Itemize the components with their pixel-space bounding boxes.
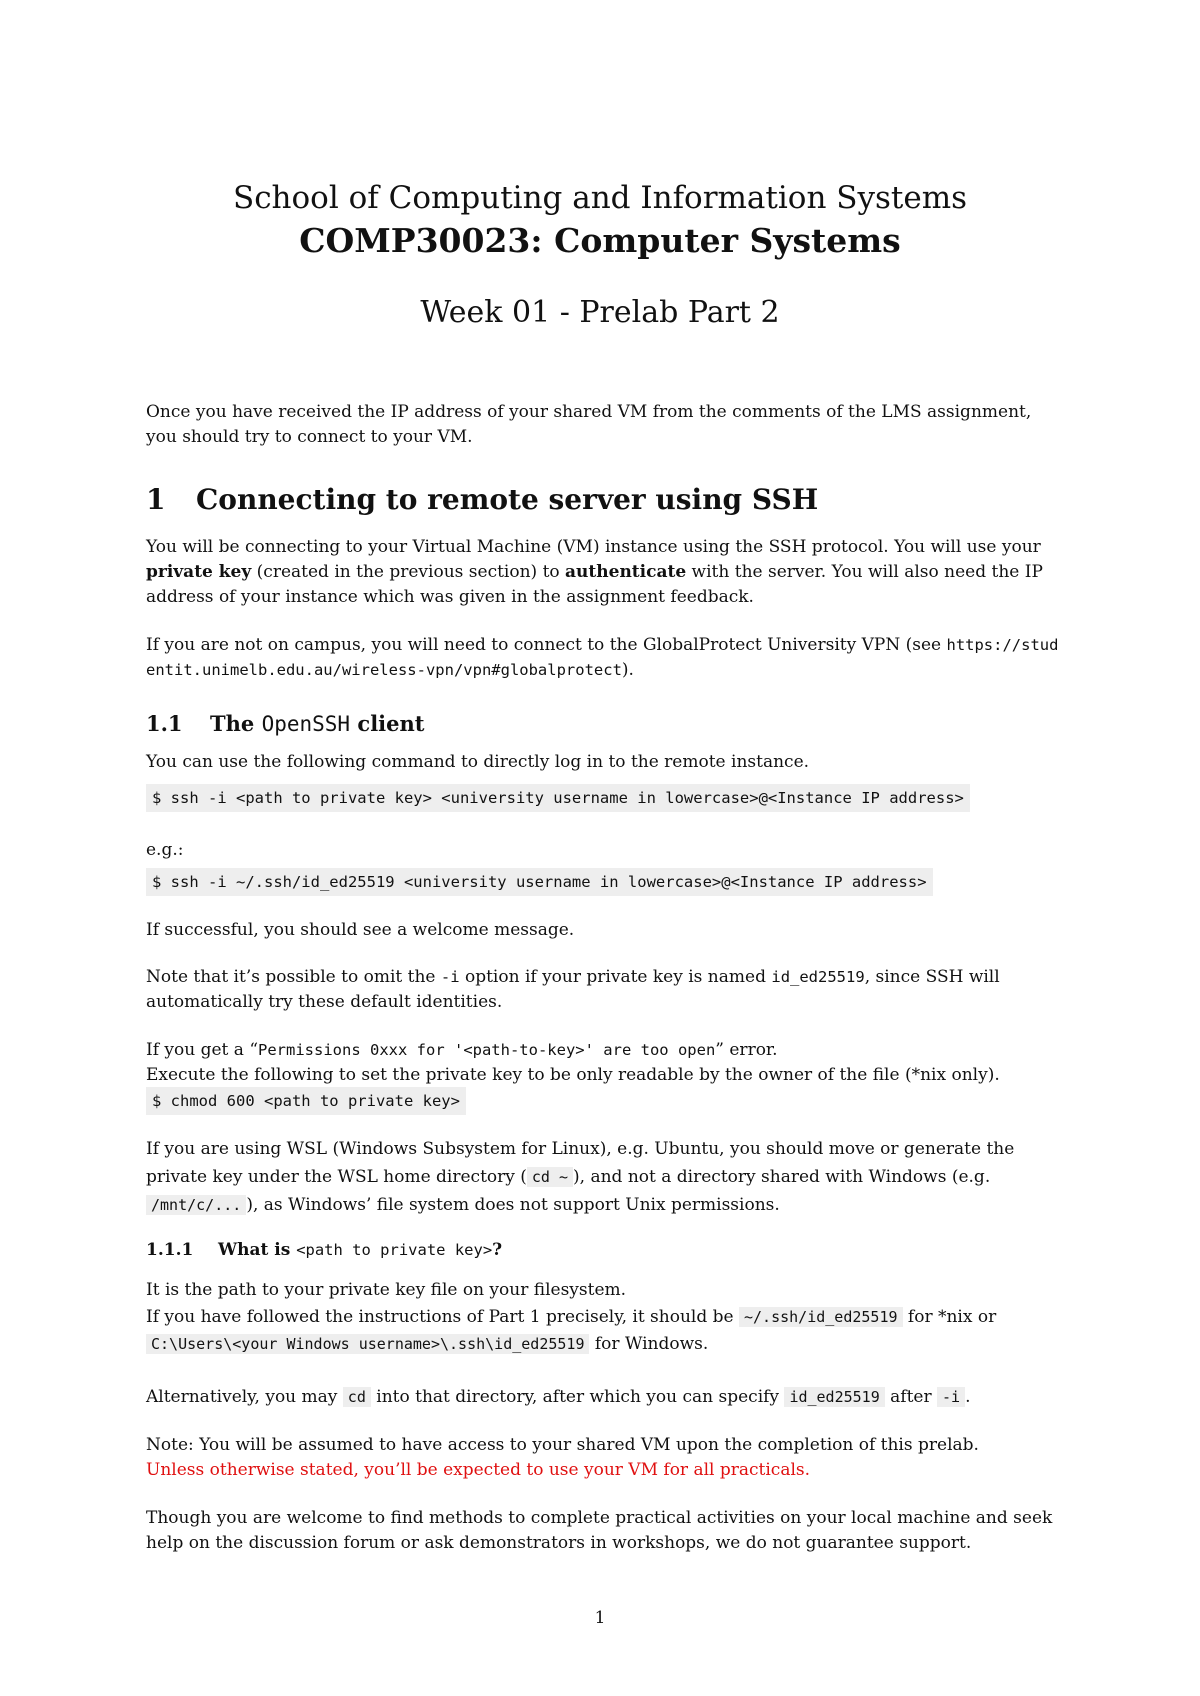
title-run: What is [218, 1240, 297, 1260]
cd-alternative-paragraph [146, 1385, 1062, 1410]
ssh-example-command-block: $ ssh -i ~/.ssh/id_ed25519 <university username in lowercase>@<Instance IP address> [146, 868, 933, 896]
text-run: , since SSH will automatically try these default identities. [146, 967, 1000, 1012]
text-run: after [884, 1387, 938, 1407]
nix-key-path-code: ~/.ssh/id_ed25519 [739, 1307, 903, 1327]
section-1-heading [146, 482, 818, 518]
vm-access-note [146, 1433, 1062, 1483]
ssh-command-block: $ ssh -i <path to private key> <university username in lowercase>@<Instance IP address> [146, 784, 970, 812]
bold-term-authenticate: authenticate [565, 562, 687, 582]
example-label: e.g.: [146, 840, 184, 860]
school-heading: School of Computing and Information Systems [232, 180, 968, 216]
text-run: If you are not on campus, you will need to connect to the GlobalProtect University VPN (see [146, 635, 947, 655]
section-number: 1.1.1 [146, 1240, 194, 1260]
permissions-error-paragraph [146, 1038, 1062, 1088]
text-run: If you have followed the instructions of Part 1 precisely, it should be [146, 1307, 739, 1327]
key-name-code: id_ed25519 [784, 1387, 884, 1407]
title-mono-run: <path to private key> [296, 1241, 493, 1259]
path-explanation-paragraph [146, 1277, 1062, 1358]
text-run: ). [621, 660, 634, 680]
intro-paragraph: Once you have received the IP address of your shared VM from the comments of the LMS assignment, you should try to connect to your VM. [146, 402, 1032, 447]
text-run: Note: You will be assumed to have access to your shared VM upon the completion of this prelab. [146, 1435, 979, 1455]
document-subtitle: Week 01 - Prelab Part 2 [420, 295, 780, 330]
key-name-code: id_ed25519 [771, 968, 865, 986]
text-run: for Windows. [589, 1334, 709, 1354]
wsl-paragraph [146, 1135, 1062, 1219]
text-run: Note that it’s possible to omit the [146, 967, 441, 987]
text-run: Alternatively, you may [146, 1387, 343, 1407]
text-run: with the server. You will also need the IP address of your instance which was given in the assignment feedback. [146, 562, 1043, 607]
text-run: Execute the following to set the private key to be only readable by the owner of the file (*nix only). [146, 1065, 1000, 1085]
text-run: ), as Windows’ file system does not support Unix permissions. [246, 1195, 780, 1215]
error-message-code: Permissions 0xxx for '<path-to-key>' are too open [258, 1041, 716, 1059]
section-number: 1.1 [146, 711, 183, 736]
section-1-paragraph-2 [146, 633, 1062, 683]
title-run: client [350, 711, 425, 736]
title-run: The [210, 711, 262, 736]
text-run: If you get a “ [146, 1040, 259, 1060]
chmod-command-block: $ chmod 600 <path to private key> [146, 1087, 466, 1115]
success-paragraph: If successful, you should see a welcome message. [146, 920, 575, 940]
course-title: COMP30023: Computer Systems [299, 221, 901, 260]
text-run: for *nix or [902, 1307, 997, 1327]
windows-key-path-code: C:\Users\<your Windows username>\.ssh\id_ed25519 [146, 1334, 589, 1354]
title-mono-run: OpenSSH [261, 712, 351, 736]
vpn-link[interactable]: https://studentit.unimelb.edu.au/wireless-vpn/vpn#globalprotect [146, 636, 1059, 679]
mnt-path-code: /mnt/c/... [146, 1195, 246, 1215]
option-code: -i [440, 968, 460, 986]
cd-home-code: cd ~ [527, 1167, 573, 1187]
section-number: 1 [146, 483, 166, 516]
bold-term-private-key: private key [146, 562, 252, 582]
support-disclaimer-paragraph: Though you are welcome to find methods to complete practical activities on your local machine and seek help on the discussion forum or ask demonstrators in workshops, we do not guarantee support. [146, 1508, 1053, 1553]
text-run: . [965, 1387, 971, 1407]
omit-option-note [146, 965, 1062, 1015]
text-run: If you are using WSL (Windows Subsystem for Linux), e.g. Ubuntu, you should move or generate the private key under the WSL home directory ( [146, 1139, 1015, 1187]
text-run: You will be connecting to your Virtual Machine (VM) instance using the SSH protocol. You will use your [146, 537, 1041, 557]
text-run: into that directory, after which you can specify [370, 1387, 785, 1407]
vm-requirement-warning: Unless otherwise stated, you’ll be expected to use your VM for all practicals. [146, 1460, 811, 1480]
section-1-1-heading [146, 710, 424, 738]
text-run: It is the path to your private key file on your filesystem. [146, 1280, 627, 1300]
option-code: -i [937, 1387, 965, 1407]
section-1-1-paragraph-1: You can use the following command to directly log in to the remote instance. [146, 752, 810, 772]
text-run: (created in the previous section) to [251, 562, 566, 582]
text-run: ” error. [715, 1040, 778, 1060]
text-run: ), and not a directory shared with Windows (e.g. [573, 1167, 991, 1187]
section-1-paragraph-1 [146, 535, 1062, 610]
section-1-1-1-heading [146, 1238, 502, 1263]
title-run: ? [492, 1240, 503, 1260]
cd-code: cd [343, 1387, 371, 1407]
text-run: option if your private key is named [459, 967, 772, 987]
section-title: Connecting to remote server using SSH [196, 483, 819, 516]
page-number: 1 [594, 1608, 606, 1628]
